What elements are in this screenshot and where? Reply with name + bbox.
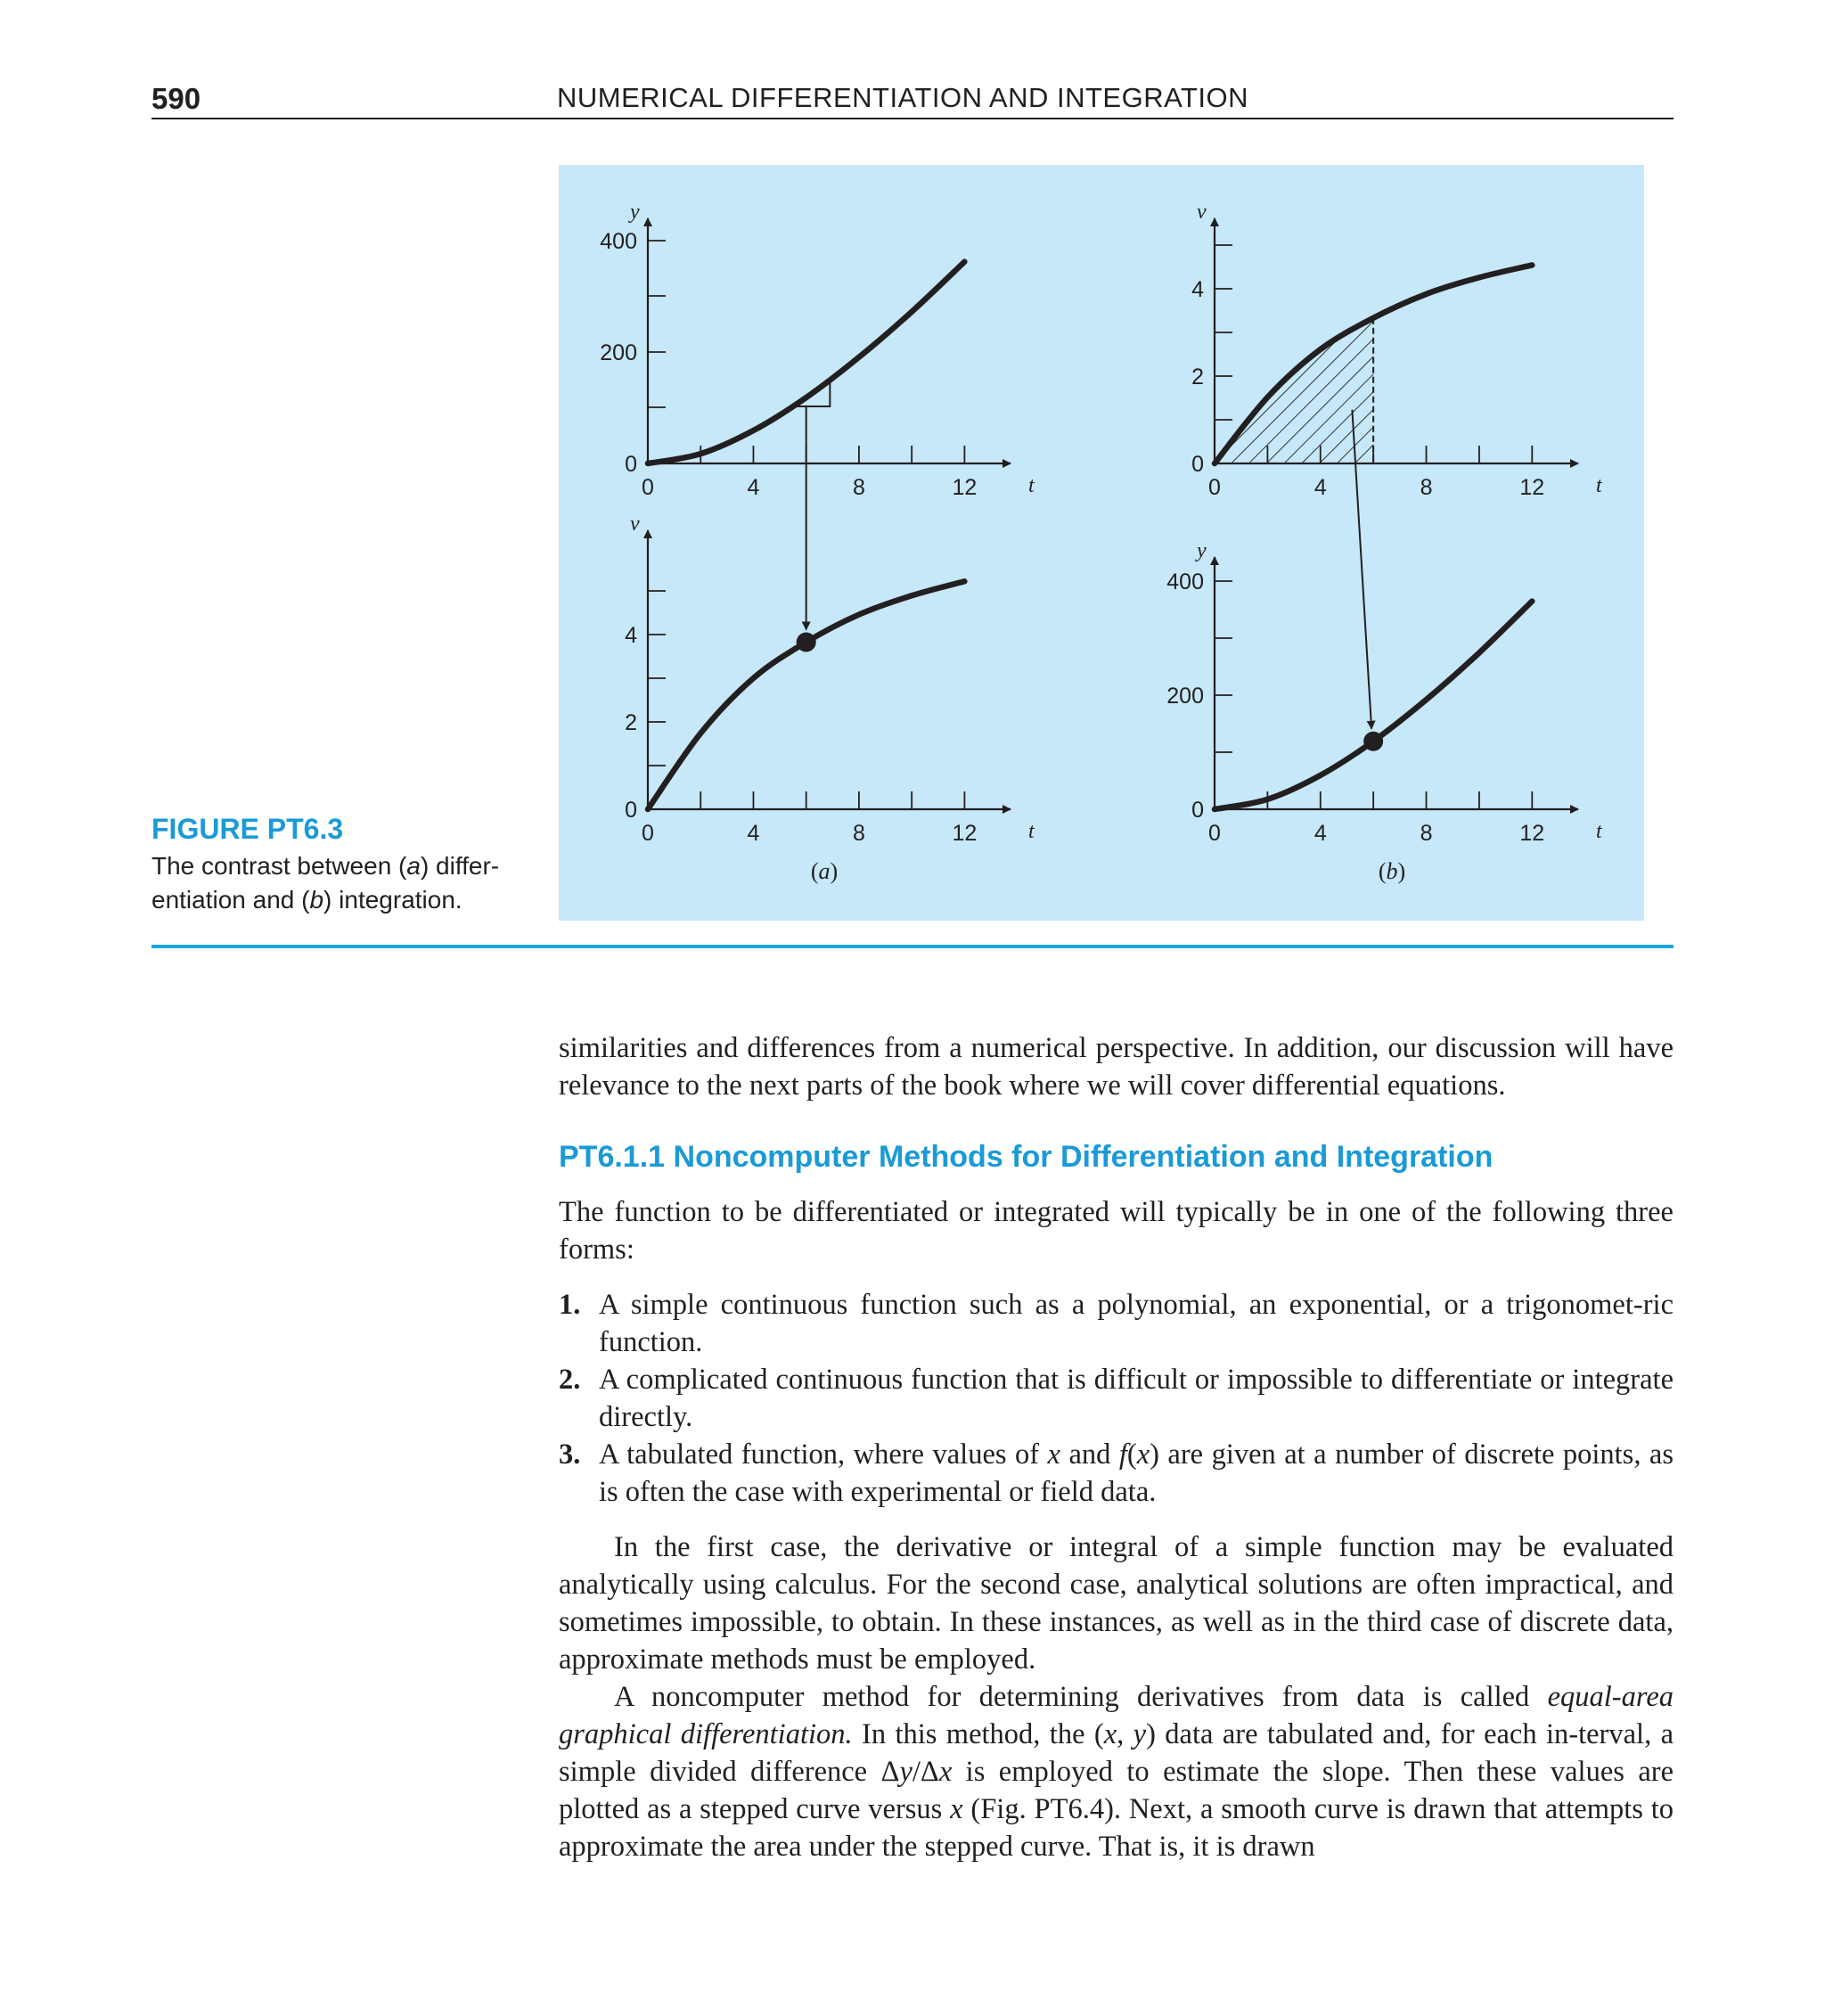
figure-panel xyxy=(559,165,1644,921)
x-tick-label: 12 xyxy=(952,475,978,500)
chart-panel-b-top xyxy=(1191,201,1603,500)
body-text xyxy=(559,1029,1674,1865)
list-item: 3. A tabulated function, where values of x and f(x) are given at a number of discrete points, as is often the case with experimental or field data. xyxy=(559,1438,1674,1508)
header-rule xyxy=(151,118,1674,119)
x-tick-label: 8 xyxy=(1420,821,1433,846)
axes-layer xyxy=(600,201,1603,846)
y-tick-label: 0 xyxy=(1191,452,1204,477)
paragraph-3: In the first case, the derivative or integral of a simple function may be evaluated analytically using calculus. For the second case, analytical solutions are often impractical, and sometimes impossible, to obtain. In these instances, as well as in the third case of discrete data, approximate methods must be employed. xyxy=(559,1531,1674,1676)
list-item: 2. A complicated continuous function that is difficult or impossible to differentiate or integrate directly. xyxy=(559,1364,1674,1433)
x-tick-label: 4 xyxy=(747,475,760,500)
y-tick-label: 2 xyxy=(625,710,637,735)
x-axis-label: t xyxy=(1028,474,1035,497)
x-tick-label: 4 xyxy=(1314,821,1327,846)
x-tick-label: 12 xyxy=(1519,475,1545,500)
paragraph-4: A noncomputer method for determining derivatives from data is called equal-area graphical differentiation. In this method, the (x, y) data are tabulated and, for each in-terval, a simple divided difference Δy/Δx is employed to estimate the slope. Then these values are plotted as a stepped curve versus x (Fig. PT6.4). Next, a smooth curve is drawn that attempts to approximate the area under the stepped curve. That is, it is drawn xyxy=(559,1681,1674,1863)
y-axis-label: v xyxy=(1197,201,1207,224)
y-tick-label: 0 xyxy=(1191,798,1204,823)
figure-caption: The contrast between (a) differ-entiation and (b) integration. xyxy=(151,852,500,914)
x-tick-label: 12 xyxy=(1519,821,1545,846)
series-line xyxy=(1215,602,1532,809)
y-axis-label: y xyxy=(1197,539,1207,562)
y-tick-label: 4 xyxy=(1191,277,1204,302)
chart-panel-b-bottom xyxy=(1166,539,1603,846)
x-axis-label: t xyxy=(1596,474,1602,497)
x-tick-label: 4 xyxy=(1314,475,1327,500)
x-axis-label: t xyxy=(1596,820,1602,843)
x-tick-label: 8 xyxy=(852,475,865,500)
section-heading: PT6.1.1 Noncomputer Methods for Differentiation and Integration xyxy=(559,1140,1494,1174)
y-tick-label: 400 xyxy=(1166,570,1204,594)
x-tick-label: 8 xyxy=(852,821,865,846)
x-tick-label: 8 xyxy=(1420,475,1433,500)
x-tick-label: 0 xyxy=(642,475,654,500)
figure-rule xyxy=(151,945,1674,948)
page-number: 590 xyxy=(151,82,201,115)
list-item: 1. A simple continuous function such as a polynomial, an exponential, or a trigonomet-ric function. xyxy=(559,1289,1674,1358)
y-axis-label: y xyxy=(630,201,640,224)
y-tick-label: 4 xyxy=(625,623,637,648)
highlight-point xyxy=(1363,732,1383,751)
x-tick-label: 0 xyxy=(1208,475,1221,500)
running-head: NUMERICAL DIFFERENTIATION AND INTEGRATION xyxy=(557,82,1249,113)
y-tick-label: 200 xyxy=(600,340,637,365)
y-tick-label: 400 xyxy=(600,229,637,254)
shaded-area xyxy=(1215,318,1373,463)
x-axis-label: t xyxy=(1028,820,1035,843)
y-tick-label: 200 xyxy=(1166,684,1204,709)
subfigure-label-a: (a) xyxy=(810,858,839,884)
x-tick-label: 12 xyxy=(952,821,978,846)
highlight-point xyxy=(797,632,816,652)
chart-panel-a-bottom xyxy=(625,512,1035,846)
forms-list xyxy=(559,1286,1674,1511)
figure-label: FIGURE PT6.3 xyxy=(151,813,344,845)
x-tick-label: 0 xyxy=(1208,821,1221,846)
x-tick-label: 0 xyxy=(642,821,654,846)
y-axis-label: v xyxy=(630,512,640,536)
y-tick-label: 2 xyxy=(1191,365,1204,389)
figure-svg xyxy=(559,165,1644,921)
paragraph-2: The function to be differentiated or integrated will typically be in one of the following three forms: xyxy=(559,1196,1674,1266)
y-tick-label: 0 xyxy=(625,452,637,477)
subfigure-label-b: (b) xyxy=(1378,858,1406,884)
y-tick-label: 0 xyxy=(625,798,637,823)
x-tick-label: 4 xyxy=(747,821,760,846)
paragraph-1: similarities and differences from a numerical perspective. In addition, our discussion will have relevance to the next parts of the book where we will cover differential equations. xyxy=(559,1032,1674,1102)
chart-panel-a-top xyxy=(600,201,1035,500)
